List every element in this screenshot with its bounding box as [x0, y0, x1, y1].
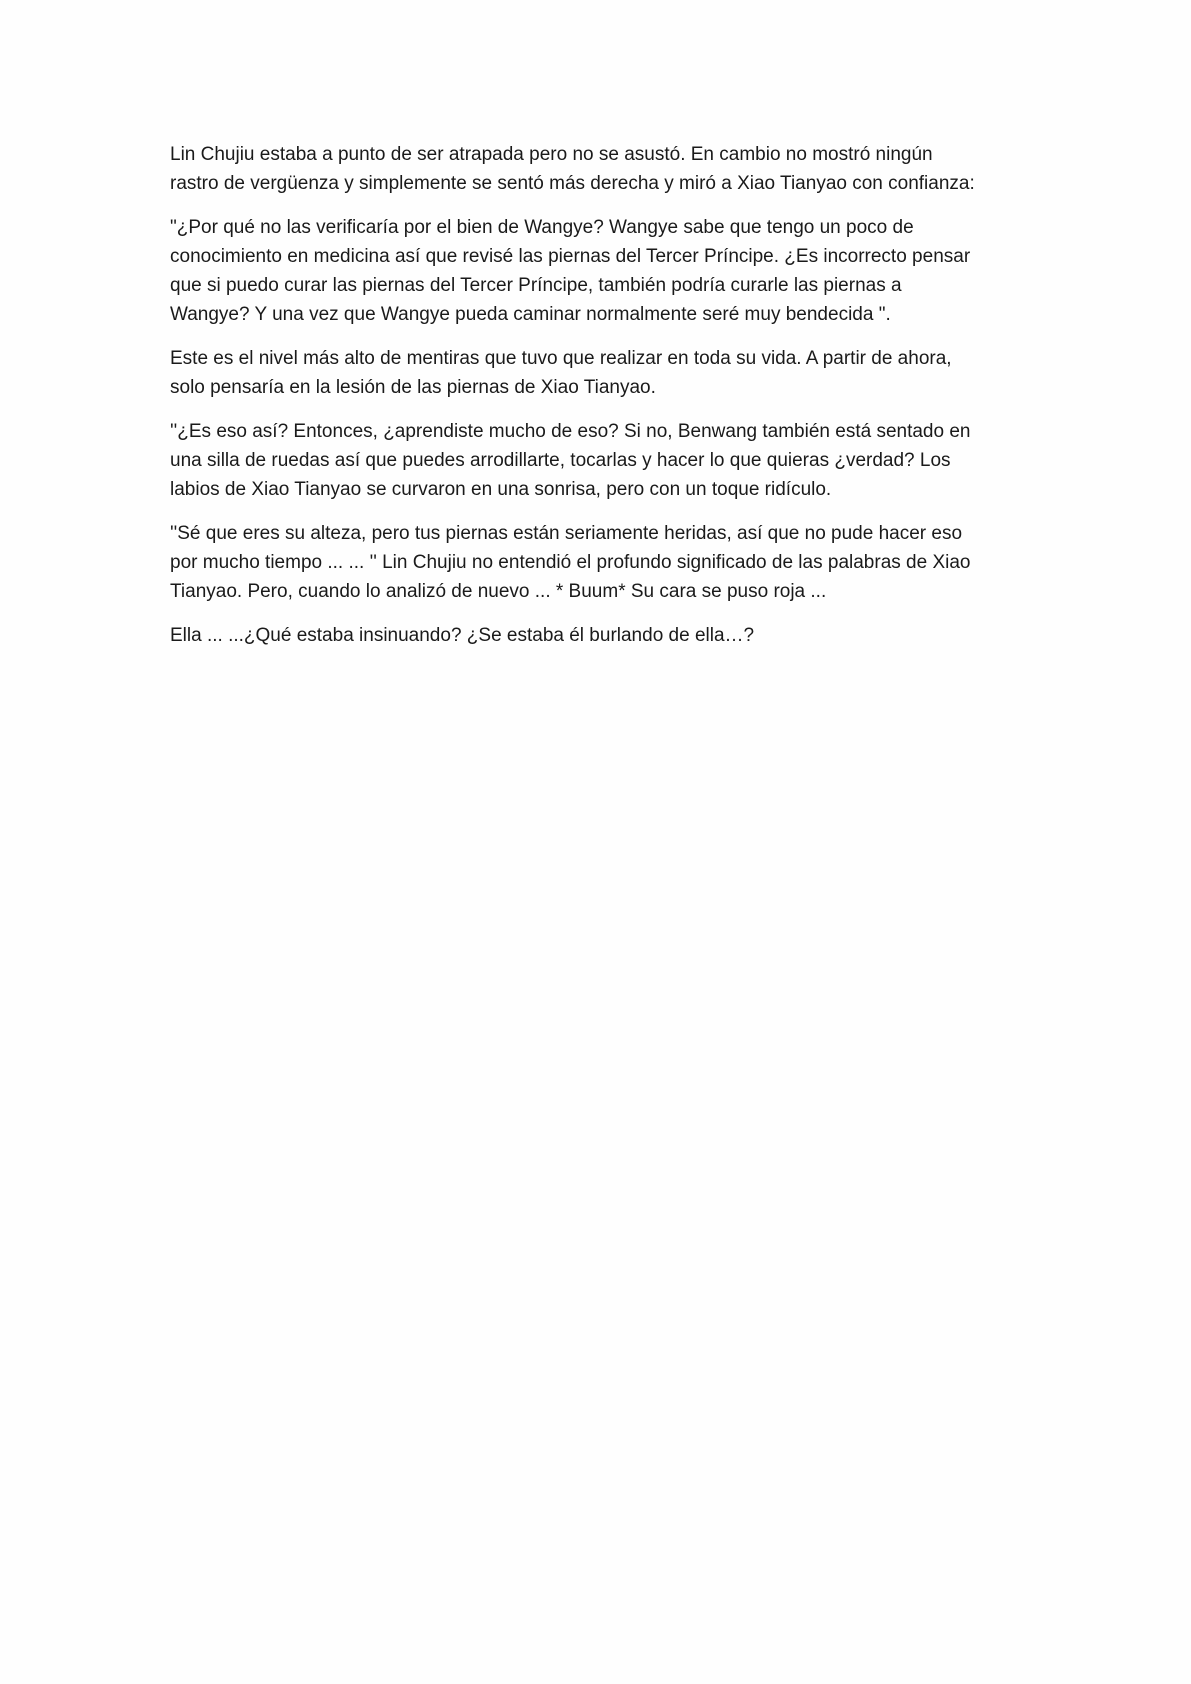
text-line: "¿Por qué no las verificaría por el bien de Wangye? Wangye sabe que tengo un poco de: [170, 217, 914, 238]
paragraph-3: [170, 344, 1040, 402]
text-line: conocimiento en medicina así que revisé las piernas del Tercer Príncipe. ¿Es incorrecto pensar: [170, 246, 971, 267]
text-line: ''¿Es eso así? Entonces, ¿aprendiste mucho de eso? Si no, Benwang también está sentado en: [170, 421, 971, 442]
text-line: solo pensaría en la lesión de las piernas de Xiao Tianyao.: [170, 377, 656, 398]
paragraph-2: [170, 213, 1040, 329]
text-line: Tianyao. Pero, cuando lo analizó de nuevo ... * Buum* Su cara se puso roja ...: [170, 581, 827, 602]
text-line: una silla de ruedas así que puedes arrodillarte, tocarlas y hacer lo que quieras ¿verdad? Los: [170, 450, 951, 471]
paragraph-5: [170, 519, 1040, 606]
text-line: Lin Chujiu estaba a punto de ser atrapada pero no se asustó. En cambio no mostró ningún: [170, 144, 933, 165]
text-line: Este es el nivel más alto de mentiras que tuvo que realizar en toda su vida. A partir de ahora,: [170, 348, 952, 369]
text-line: Ella ... ...¿Qué estaba insinuando? ¿Se estaba él burlando de ella…?: [170, 625, 755, 646]
paragraph-1: [170, 140, 1040, 198]
text-line: rastro de vergüenza y simplemente se sentó más derecha y miró a Xiao Tianyao con confianza:: [170, 173, 975, 194]
text-line: ''Sé que eres su alteza, pero tus piernas están seriamente heridas, así que no pude hacer eso: [170, 523, 963, 544]
paragraph-4: [170, 417, 1040, 504]
paragraph-6: [170, 621, 1040, 650]
text-line: Wangye? Y una vez que Wangye pueda caminar normalmente seré muy bendecida ".: [170, 304, 891, 325]
text-line: labios de Xiao Tianyao se curvaron en una sonrisa, pero con un toque ridículo.: [170, 479, 832, 500]
text-line: que si puedo curar las piernas del Tercer Príncipe, también podría curarle las piernas a: [170, 275, 902, 296]
text-line: por mucho tiempo ... ... '' Lin Chujiu no entendió el profundo significado de las palabras de Xiao: [170, 552, 971, 573]
document-body: [170, 140, 1040, 665]
